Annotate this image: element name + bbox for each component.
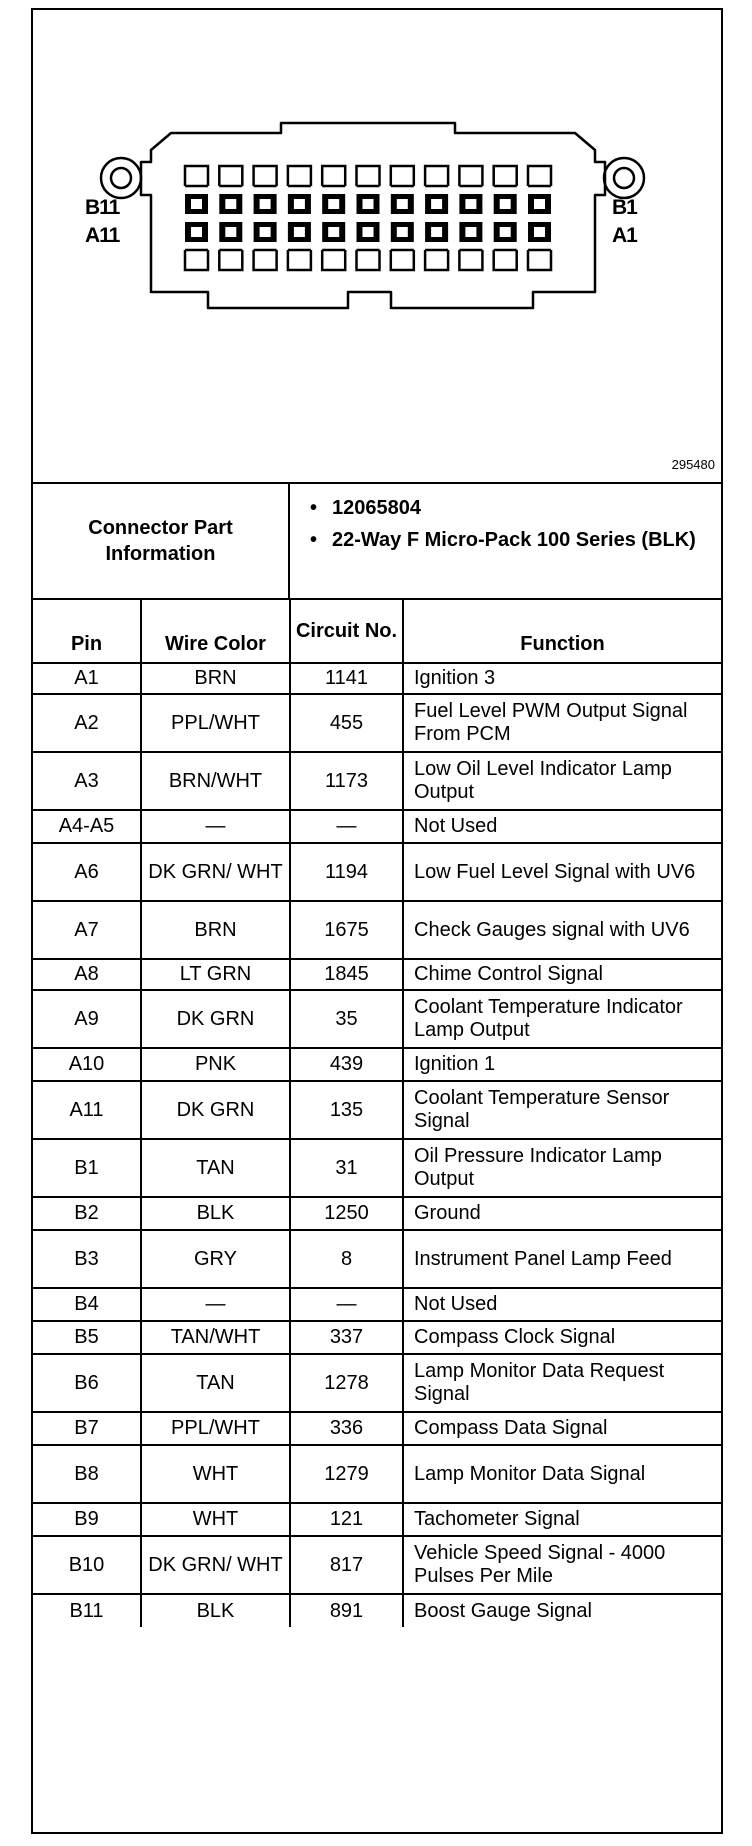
function-cell: Fuel Level PWM Output Signal From PCM [403,694,721,752]
circuit-cell: 439 [290,1048,403,1081]
circuit-cell: 8 [290,1230,403,1288]
table-row [33,1288,721,1321]
cavity-b-hole [260,199,271,209]
cavity-a-hole [397,227,408,237]
pin-cell: B7 [33,1412,141,1445]
pin-cell: A11 [33,1081,141,1139]
circuit-cell: — [290,810,403,843]
pin-cell: B10 [33,1536,141,1594]
pin-cell: A8 [33,959,141,990]
function-cell: Instrument Panel Lamp Feed [403,1230,721,1288]
pin-label-a11: A11 [85,224,120,247]
cavity-bottom-empty [391,250,414,270]
cavity-a-hole [328,227,339,237]
wire-color-cell: TAN [141,1139,290,1197]
table-row [33,1139,721,1197]
circuit-cell: 817 [290,1536,403,1594]
circuit-cell: 121 [290,1503,403,1536]
table-row [33,1354,721,1412]
cavity-bottom-empty [494,250,517,270]
table-row [33,810,721,843]
table-row [33,1081,721,1139]
function-cell: Vehicle Speed Signal - 4000 Pulses Per Mile [403,1536,721,1594]
pin-cell: B1 [33,1139,141,1197]
function-cell: Low Fuel Level Signal with UV6 [403,843,721,901]
pin-cell: A1 [33,663,141,694]
pin-cell: A10 [33,1048,141,1081]
function-cell: Low Oil Level Indicator Lamp Output [403,752,721,810]
cavity-b-hole [397,199,408,209]
table-row [33,990,721,1048]
table-header-row [33,599,721,663]
table-row [33,1230,721,1288]
pin-cell: A6 [33,843,141,901]
wire-color-cell: DK GRN/ WHT [141,843,290,901]
table-row [33,752,721,810]
cavity-top-empty [219,166,242,186]
connector-cavities [185,166,551,270]
wire-color-cell: BLK [141,1197,290,1230]
table-row [33,663,721,694]
circuit-cell: 1194 [290,843,403,901]
connector-figure [33,10,721,484]
info-label: Connector Part Information [88,517,233,565]
wire-color-cell: DK GRN [141,1081,290,1139]
connector-body-outline [141,123,605,308]
connector-description: • 22-Way F Micro-Pack 100 Series (BLK) [310,528,721,553]
cavity-b-hole [363,199,374,209]
cavity-b-hole [328,199,339,209]
table-row [33,1412,721,1445]
cavity-bottom-empty [425,250,448,270]
cavity-top-empty [322,166,345,186]
cavity-b-hole [225,199,236,209]
function-cell: Tachometer Signal [403,1503,721,1536]
function-cell: Ground [403,1197,721,1230]
wire-color-cell: — [141,810,290,843]
circuit-cell: 1173 [290,752,403,810]
header-function: Function [403,599,721,663]
cavity-a-hole [225,227,236,237]
pin-cell: B2 [33,1197,141,1230]
circuit-cell: 891 [290,1594,403,1627]
cavity-a-hole [534,227,545,237]
pin-cell: A9 [33,990,141,1048]
pin-cell: B5 [33,1321,141,1354]
wire-color-cell: TAN [141,1354,290,1412]
figure-id: 295480 [671,457,715,472]
pin-cell: B8 [33,1445,141,1503]
circuit-cell: 35 [290,990,403,1048]
cavity-top-empty [288,166,311,186]
circuit-cell: 337 [290,1321,403,1354]
wire-color-cell: DK GRN [141,990,290,1048]
cavity-bottom-empty [185,250,208,270]
cavity-b-hole [191,199,202,209]
wire-color-cell: BRN [141,663,290,694]
cavity-top-empty [425,166,448,186]
function-cell: Not Used [403,1288,721,1321]
cavity-a-hole [431,227,442,237]
circuit-cell: 1279 [290,1445,403,1503]
cavity-top-empty [254,166,277,186]
wire-color-cell: BRN [141,901,290,959]
pin-cell: B11 [33,1594,141,1627]
pin-cell: A4-A5 [33,810,141,843]
cavity-b-hole [534,199,545,209]
function-cell: Compass Data Signal [403,1412,721,1445]
wire-color-cell: WHT [141,1445,290,1503]
part-number: • 12065804 [310,496,721,521]
pinout-rows [33,663,721,1627]
pin-cell: B4 [33,1288,141,1321]
pin-cell: A7 [33,901,141,959]
pin-label-b11: B11 [85,196,120,219]
circuit-cell: 135 [290,1081,403,1139]
table-row [33,1048,721,1081]
function-cell: Compass Clock Signal [403,1321,721,1354]
pin-cell: B3 [33,1230,141,1288]
function-cell: Boost Gauge Signal [403,1594,721,1627]
cavity-bottom-empty [357,250,380,270]
header-pin: Pin [33,599,141,663]
circuit-cell: 1845 [290,959,403,990]
cavity-bottom-empty [288,250,311,270]
cavity-b-hole [294,199,305,209]
circuit-cell: 1250 [290,1197,403,1230]
pin-cell: A3 [33,752,141,810]
wire-color-cell: BLK [141,1594,290,1627]
circuit-cell: 1141 [290,663,403,694]
table-row [33,1197,721,1230]
wire-color-cell: GRY [141,1230,290,1288]
table-row [33,1594,721,1627]
pin-cell: B6 [33,1354,141,1412]
cavity-top-empty [185,166,208,186]
cavity-bottom-empty [254,250,277,270]
cavity-top-empty [357,166,380,186]
pin-cell: B9 [33,1503,141,1536]
function-cell: Lamp Monitor Data Signal [403,1445,721,1503]
table-row [33,694,721,752]
function-cell: Coolant Temperature Indicator Lamp Output [403,990,721,1048]
table-row [33,1321,721,1354]
wire-color-cell: TAN/WHT [141,1321,290,1354]
circuit-cell: — [290,1288,403,1321]
cavity-a-hole [294,227,305,237]
cavity-top-empty [528,166,551,186]
header-circuit-no: Circuit No. [290,599,403,663]
function-cell: Ignition 3 [403,663,721,694]
table-row [33,1503,721,1536]
function-cell: Check Gauges signal with UV6 [403,901,721,959]
circuit-cell: 31 [290,1139,403,1197]
cavity-a-hole [191,227,202,237]
cavity-a-hole [465,227,476,237]
cavity-bottom-empty [459,250,482,270]
circuit-cell: 336 [290,1412,403,1445]
function-cell: Not Used [403,810,721,843]
wire-color-cell: LT GRN [141,959,290,990]
circuit-cell: 1278 [290,1354,403,1412]
circuit-cell: 1675 [290,901,403,959]
function-cell: Oil Pressure Indicator Lamp Output [403,1139,721,1197]
cavity-bottom-empty [219,250,242,270]
wire-color-cell: PPL/WHT [141,694,290,752]
wire-color-cell: DK GRN/ WHT [141,1536,290,1594]
right-mount-ear [604,158,644,198]
header-wire-color: Wire Color [141,599,290,663]
cavity-b-hole [500,199,511,209]
table-row [33,843,721,901]
table-row [33,901,721,959]
function-cell: Lamp Monitor Data Request Signal [403,1354,721,1412]
cavity-top-empty [459,166,482,186]
function-cell: Ignition 1 [403,1048,721,1081]
pin-label-a1: A1 [612,224,637,247]
circuit-cell: 455 [290,694,403,752]
cavity-b-hole [465,199,476,209]
pin-label-b1: B1 [612,196,637,219]
table-row [33,1445,721,1503]
wire-color-cell: PNK [141,1048,290,1081]
pin-cell: A2 [33,694,141,752]
cavity-bottom-empty [528,250,551,270]
function-cell: Chime Control Signal [403,959,721,990]
wire-color-cell: PPL/WHT [141,1412,290,1445]
table-row [33,959,721,990]
wire-color-cell: WHT [141,1503,290,1536]
function-cell: Coolant Temperature Sensor Signal [403,1081,721,1139]
cavity-b-hole [431,199,442,209]
left-mount-ear [101,158,141,198]
cavity-bottom-empty [322,250,345,270]
info-label-cell [33,484,290,598]
cavity-a-hole [363,227,374,237]
cavity-a-hole [500,227,511,237]
wire-color-cell: BRN/WHT [141,752,290,810]
table-row [33,1536,721,1594]
cavity-top-empty [494,166,517,186]
info-list [290,484,721,598]
cavity-a-hole [260,227,271,237]
connector-part-information [33,484,721,600]
connector-sheet [31,8,723,1834]
wire-color-cell: — [141,1288,290,1321]
cavity-top-empty [391,166,414,186]
pinout-table [33,598,721,1627]
